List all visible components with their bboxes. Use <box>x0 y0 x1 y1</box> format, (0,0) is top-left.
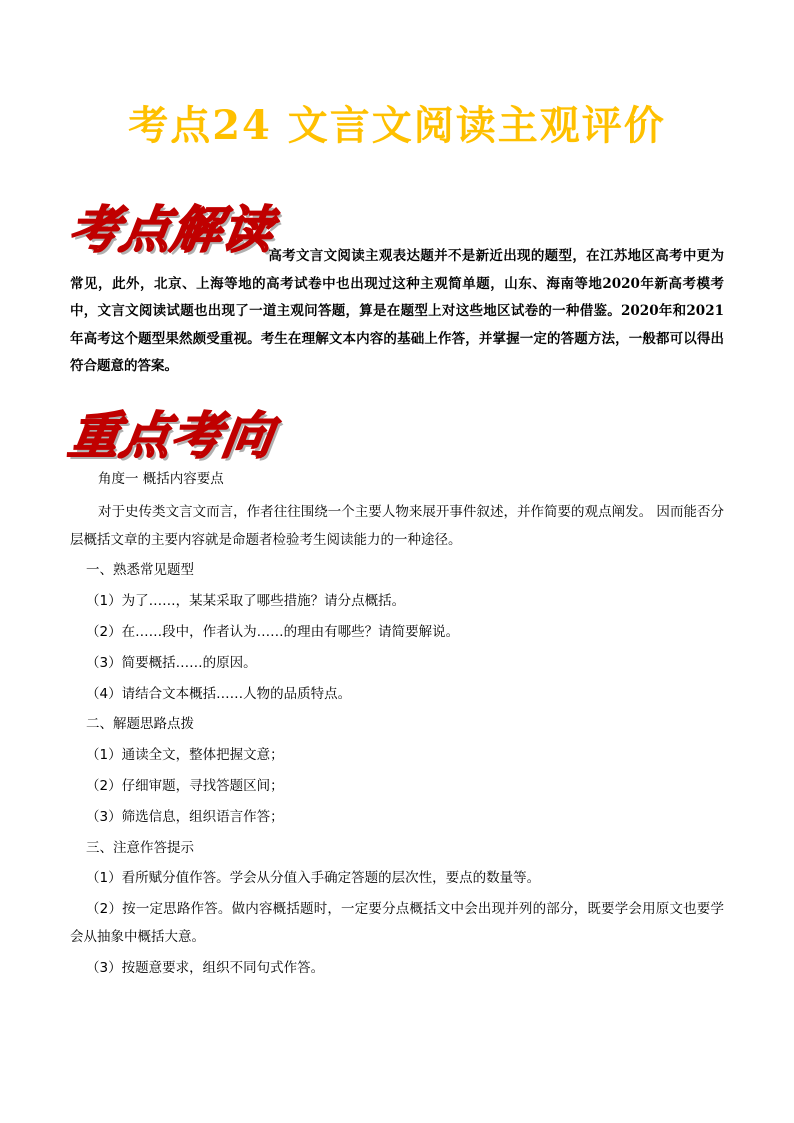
section-heading-kaodian: 考点解读 <box>65 200 278 259</box>
main-body <box>70 466 724 983</box>
section1-heading: 一、熟悉常见题型 <box>86 562 194 579</box>
angle-title: 角度一 概括内容要点 <box>98 471 224 487</box>
intro-text: 高考文言文阅读主观表达题并不是新近出现的题型，在江苏地区高考中更为常见，此外，北京、上海等地的高考试卷中也出现过这种主观简单题，山东、海南等地2020年新高考模考中，文言文阅读试题也出现了一道主观问答题，算是在题型上对这些地区试卷的一种借鉴。2020年和2021年高考这个题型果然颇受重视。考生在理解文本内容的基础上作答，并掌握一定的答题方法，一般都可以得出符合题意的答案。 <box>70 248 724 374</box>
lead-paragraph: 对于史传类文言文而言，作者往往围绕一个主要人物来展开事件叙述，并作简要的观点阐发。 因而能否分层概括文章的主要内容就是命题者检验考生阅读能力的一种途径。 <box>70 503 724 548</box>
list-item: （2）按一定思路作答。做内容概括题时，一定要分点概括文中会出现并列的部分，既要学会用原文也要学会从抽象中概括大意。 <box>70 901 724 945</box>
section-heading-zhongdian: 重点考向 <box>65 406 278 465</box>
page-title: 考点24 文言文阅读主观评价 <box>128 102 666 149</box>
list-item: （2）在……段中，作者认为……的理由有哪些？请简要解说。 <box>86 623 460 640</box>
list-item: （1）通读全文，整体把握文意； <box>86 747 284 764</box>
list-item: （3）简要概括……的原因。 <box>86 654 257 671</box>
intro-paragraph <box>70 243 724 381</box>
list-item: （1）看所赋分值作答。学会从分值入手确定答题的层次性，要点的数量等。 <box>86 870 541 887</box>
list-item: （2）仔细审题，寻找答题区间； <box>86 777 284 794</box>
list-item: （3）按题意要求，组织不同句式作答。 <box>86 959 325 976</box>
list-item: （3）筛选信息，组织语言作答； <box>86 808 284 825</box>
section3-heading: 三、注意作答提示 <box>86 839 194 856</box>
list-item: （1）为了……，某某采取了哪些措施？请分点概括。 <box>86 593 406 610</box>
section2-heading: 二、解题思路点拨 <box>86 716 194 733</box>
list-item: （4）请结合文本概括……人物的品质特点。 <box>86 685 352 702</box>
